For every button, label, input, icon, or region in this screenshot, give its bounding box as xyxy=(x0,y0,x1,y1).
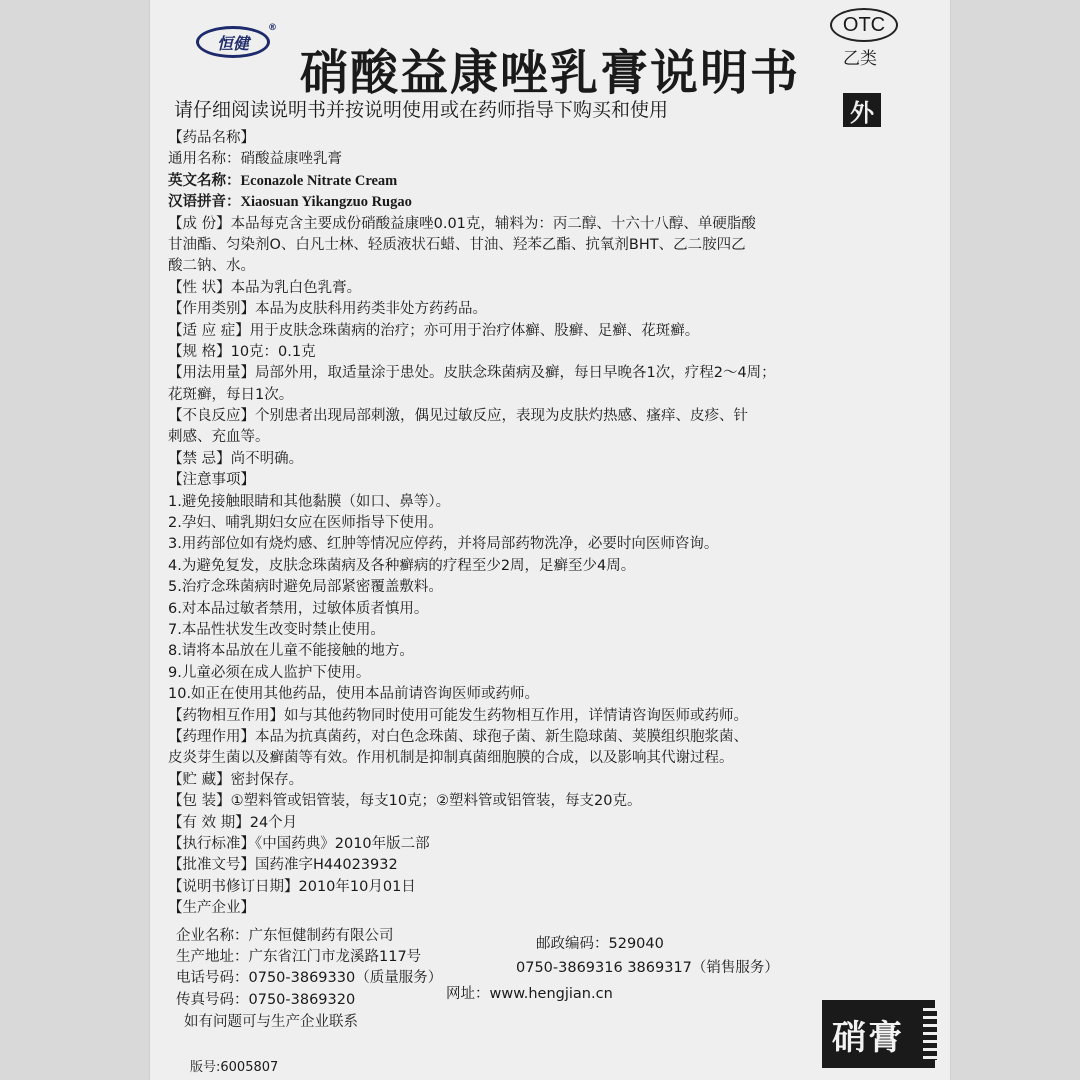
text-line: 【作用类别】本品为皮肤科用药类非处方药药品。 xyxy=(168,301,487,318)
company-postcode: 邮政编码：529040 xyxy=(536,936,664,952)
text-line: 花斑癣，每日1次。 xyxy=(168,386,294,403)
text-line: 汉语拼音：Xiaosuan Yikangzuo Rugao xyxy=(168,194,412,211)
company-phone-sales: 0750-3869316 3869317（销售服务） xyxy=(516,960,779,976)
text-line: 【药物相互作用】如与其他药物同时使用可能发生药物相互作用，详情请咨询医师或药师。 xyxy=(168,707,748,724)
text-line: 4.为避免复发，皮肤念珠菌病及各种癣病的疗程至少2周，足癣至少4周。 xyxy=(168,557,636,574)
usage-notice: 请仔细阅读说明书并按说明使用或在药师指导下购买和使用 xyxy=(174,99,669,121)
text-line: 【禁 忌】尚不明确。 xyxy=(168,450,304,467)
contact-note: 如有问题可与生产企业联系 xyxy=(184,1014,358,1030)
text-line: 刺感、充血等。 xyxy=(168,429,270,446)
text-line: 甘油酯、匀染剂O、白凡士林、轻质液状石蜡、甘油、羟苯乙酯、抗氧剂BHT、乙二胺四乙 xyxy=(168,236,746,253)
brand-logo xyxy=(196,23,277,58)
document-title: 硝酸益康唑乳膏说明书 xyxy=(300,45,801,101)
product-short-name: 硝膏 xyxy=(832,1017,904,1058)
otc-badge: OTC xyxy=(830,8,898,42)
text-line: 【药品名称】 xyxy=(168,130,255,146)
company-phone: 电话号码：0750-3869330（质量服务） xyxy=(176,970,443,986)
text-line: 【药理作用】本品为抗真菌药，对白色念珠菌、球孢子菌、新生隐球菌、荚膜组织胞浆菌、 xyxy=(168,728,748,745)
company-fax: 传真号码：0750-3869320 xyxy=(176,992,356,1008)
external-use-mark: 外 xyxy=(843,93,881,127)
version-number: 版号:6005807 xyxy=(190,1060,279,1075)
text-line: 6.对本品过敏者禁用，过敏体质者慎用。 xyxy=(168,600,429,617)
text-line: 【包 装】①塑料管或铝管装，每支10克；②塑料管或铝管装，每支20克。 xyxy=(168,793,642,810)
text-line: 【注意事项】 xyxy=(168,472,255,489)
text-line: 8.请将本品放在儿童不能接触的地方。 xyxy=(168,643,414,660)
company-website: 网址：www.hengjian.cn xyxy=(446,986,613,1002)
text-line: 1.避免接触眼睛和其他黏膜（如口、鼻等）。 xyxy=(168,493,451,510)
text-line: 2.孕妇、哺乳期妇女应在医师指导下使用。 xyxy=(168,515,443,532)
text-line: 英文名称：Econazole Nitrate Cream xyxy=(168,172,398,189)
text-line: 5.治疗念珠菌病时避免局部紧密覆盖敷料。 xyxy=(168,579,443,596)
text-line: 【贮 藏】密封保存。 xyxy=(168,771,304,788)
text-line: 通用名称：硝酸益康唑乳膏 xyxy=(168,151,342,168)
text-line: 【适 应 症】用于皮肤念珠菌病的治疗；亦可用于治疗体癣、股癣、足癣、花斑癣。 xyxy=(168,322,700,339)
text-line: 皮炎芽生菌以及癣菌等有效。作用机制是抑制真菌细胞膜的合成，以及影响其代谢过程。 xyxy=(168,750,734,767)
product-short-name-tab xyxy=(822,1000,935,1068)
text-line: 9.儿童必须在成人监护下使用。 xyxy=(168,664,371,681)
text-line: 【批准文号】国药准字H44023932 xyxy=(168,857,398,874)
text-line: 【执行标准】《中国药典》2010年版二部 xyxy=(168,835,430,852)
text-line: 【有 效 期】24个月 xyxy=(168,814,298,831)
stripe-bars xyxy=(923,1008,937,1060)
brand-logo-text: 恒健 xyxy=(216,33,249,53)
company-name: 企业名称：广东恒健制药有限公司 xyxy=(176,928,394,944)
text-line: 3.用药部位如有烧灼感、红肿等情况应停药，并将局部药物洗净，必要时向医师咨询。 xyxy=(168,536,719,553)
text-line: 【性 状】本品为乳白色乳膏。 xyxy=(168,279,362,296)
text-line: 【不良反应】个别患者出现局部刺激，偶见过敏反应，表现为皮肤灼热感、瘙痒、皮疹、针 xyxy=(168,408,748,425)
text-line: 酸二钠、水。 xyxy=(168,258,255,275)
registered-mark: ® xyxy=(268,23,277,33)
text-line: 【规 格】10克：0.1克 xyxy=(168,343,316,360)
text-line: 【说明书修订日期】2010年10月01日 xyxy=(168,878,416,895)
text-line: 【成 份】本品每克含主要成份硝酸益康唑0.01克，辅料为：丙二醇、十六十八醇、单硬脂酸 xyxy=(168,215,756,232)
text-line: 7.本品性状发生改变时禁止使用。 xyxy=(168,621,385,638)
company-address: 生产地址：广东省江门市龙溪路117号 xyxy=(176,949,422,965)
otc-class-label: 乙类 xyxy=(843,49,877,69)
text-line: 10.如正在使用其他药品，使用本品前请咨询医师或药师。 xyxy=(168,686,540,703)
leaflet-body xyxy=(168,128,928,919)
text-line: 【生产企业】 xyxy=(168,900,255,917)
text-line: 【用法用量】局部外用，取适量涂于患处。皮肤念珠菌病及癣，每日早晚各1次，疗程2～4周； xyxy=(168,365,776,382)
